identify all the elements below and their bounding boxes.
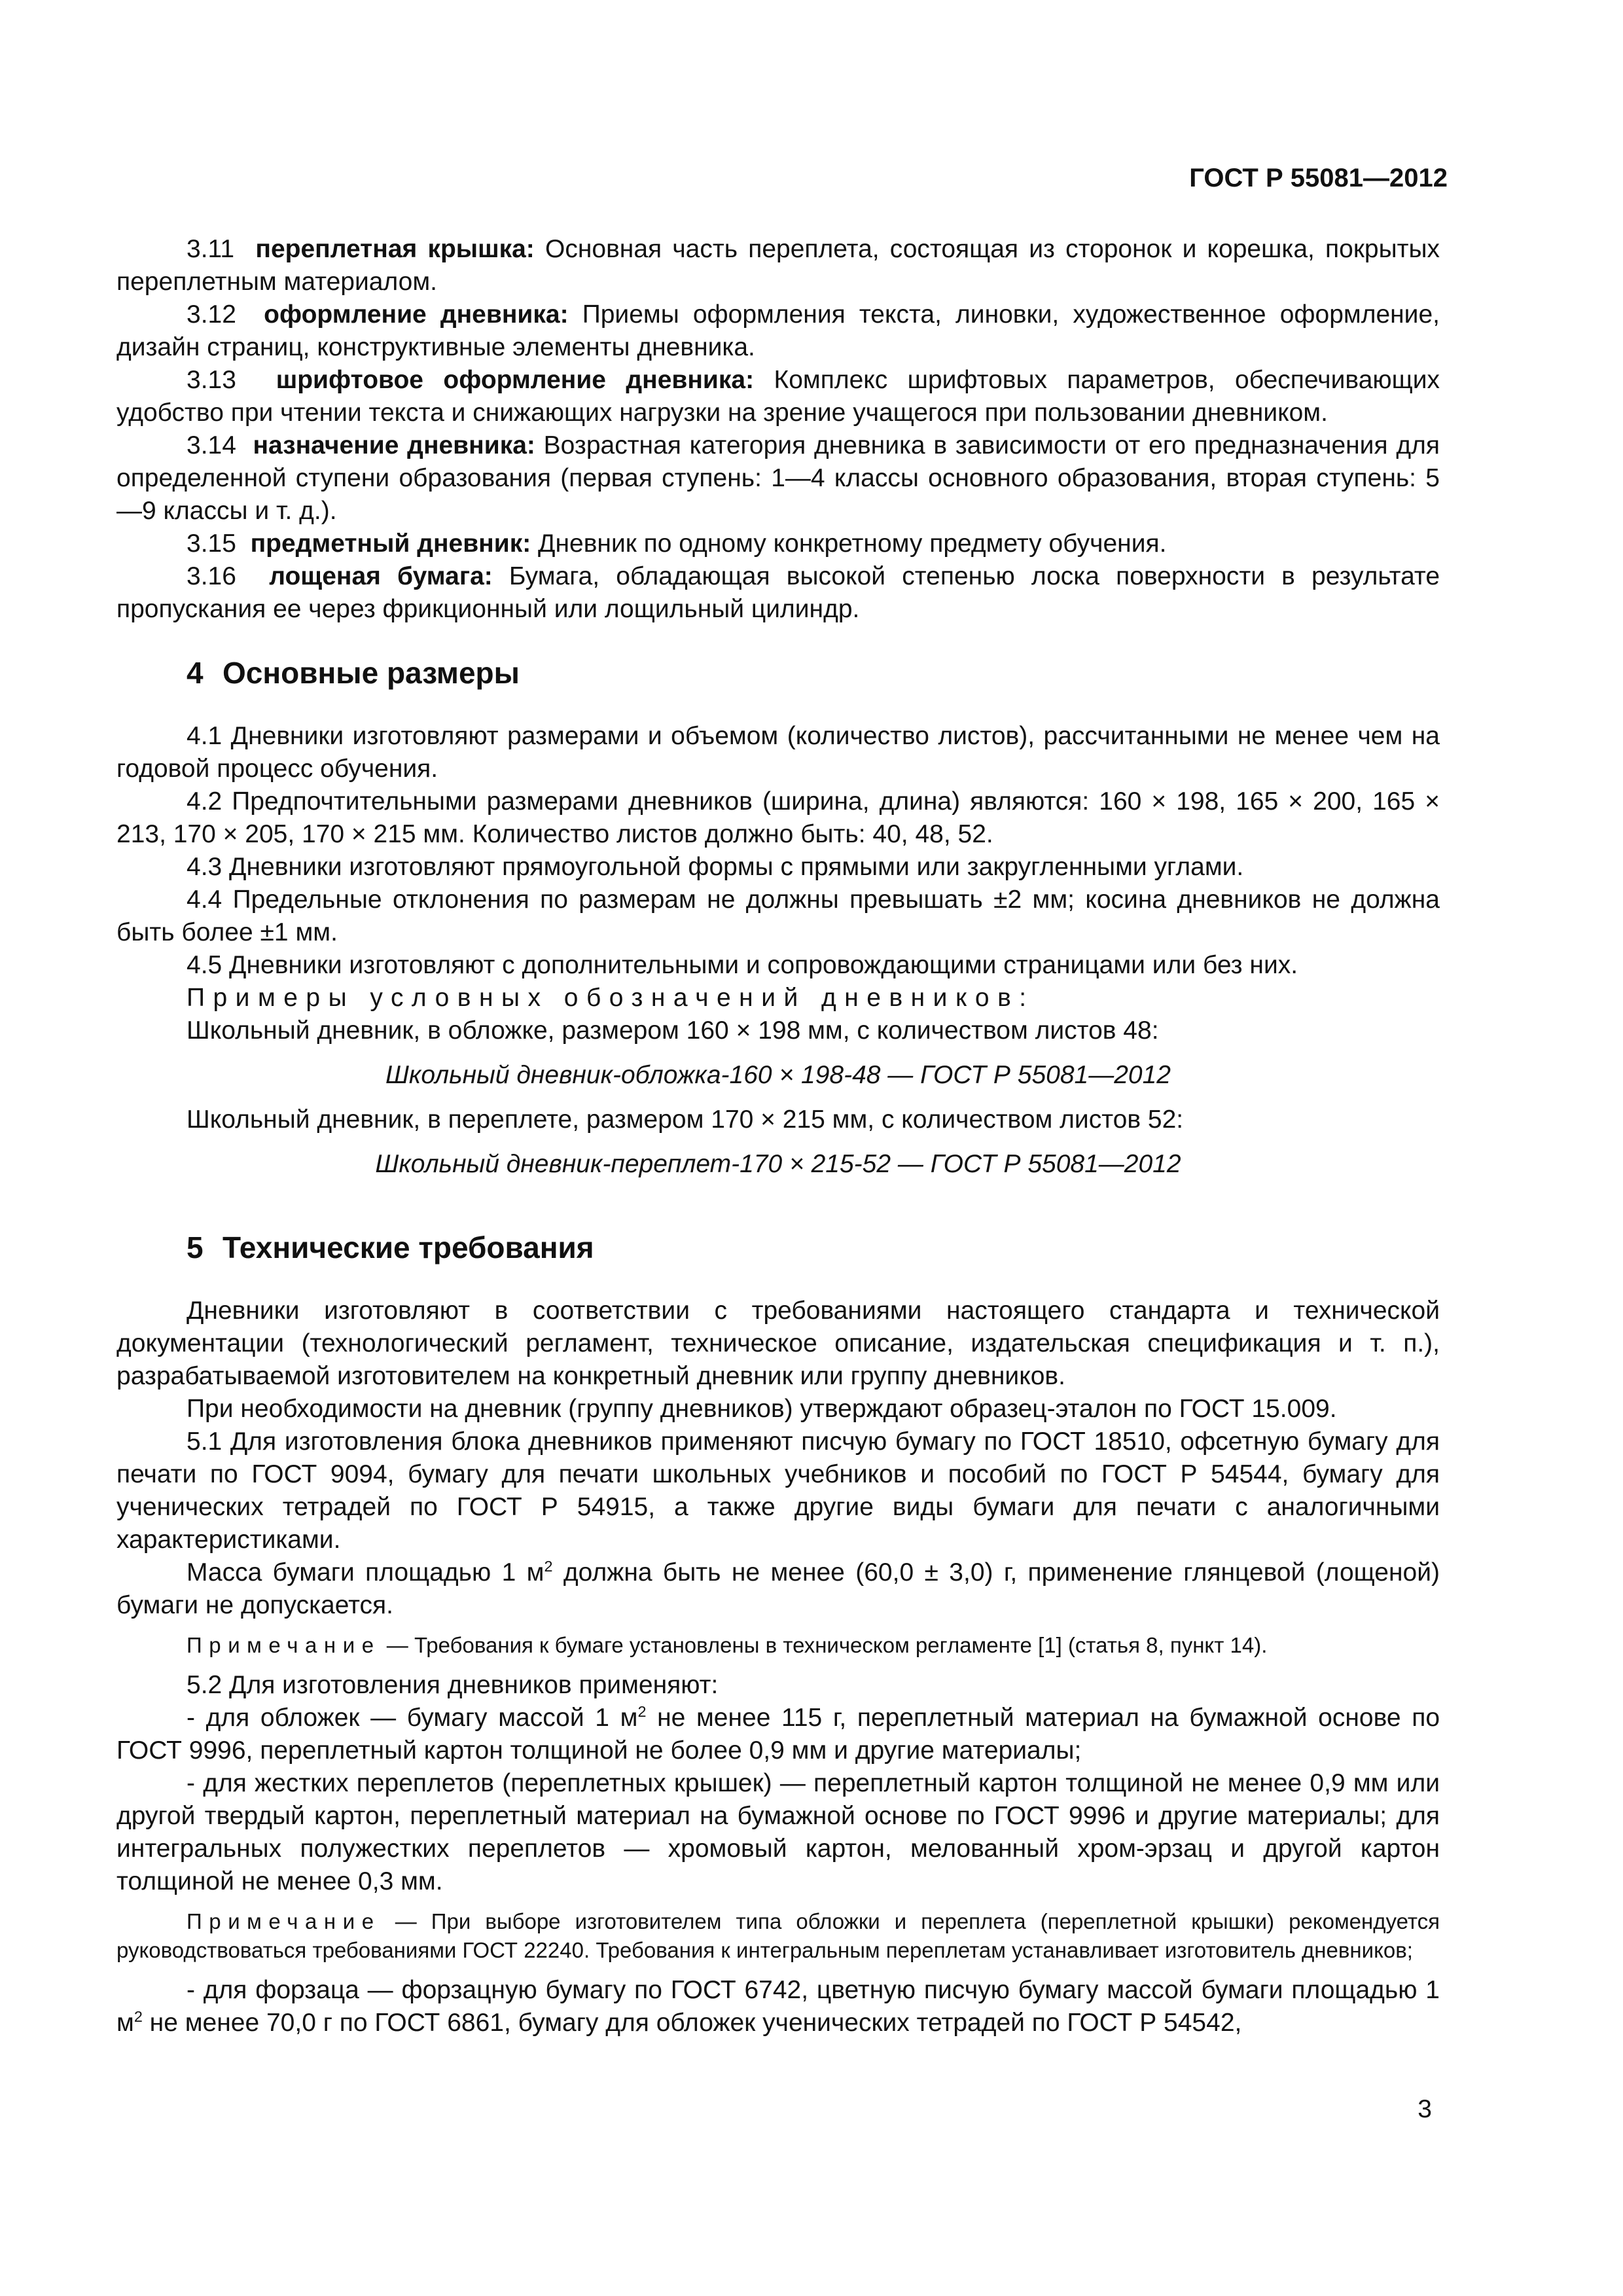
section-4-body (116, 720, 1440, 1181)
terms-block (116, 233, 1440, 626)
term-3-15: 3.15 предметный дневник: Дневник по одному конкретному предмету обучения. (187, 529, 1167, 558)
section-5-heading: 5 Технические требования (187, 1230, 594, 1265)
term-3-11: 3.11 переплетная крышка: Основная часть переплета, состоящая из сторонок и корешка, покрытых переплетным материалом. (116, 235, 1440, 296)
clause-5-2: 5.2 Для изготовления дневников применяют: (187, 1671, 719, 1699)
example-2-designation: Школьный дневник-переплет-170 × 215-52 — ГОСТ Р 55081—2012 (375, 1150, 1181, 1178)
clause-5-1: 5.1 Для изготовления блока дневников применяют писчую бумагу по ГОСТ 18510, офсетную бумагу для печати по ГОСТ 9094, бумагу для печати школьных учебников и пособий по ГОСТ Р 54544, бумагу для ученических тетрадей по ГОСТ Р 54915, а также другие виды бумаги для печати с аналогичными характеристиками. (116, 1427, 1440, 1554)
note-2: Примечание — При выборе изготовителем типа обложки и переплета (переплетной крышки) рекомендуется руководствоваться требованиями ГОСТ 22240. Требования к интегральным переплетам устанавливает изготовитель дневников; (116, 1909, 1440, 1962)
section-4-heading: 4 Основные размеры (187, 656, 520, 690)
clause-4-2: 4.2 Предпочтительными размерами дневников (ширина, длина) являются: 160 × 198, 165 × 200, 165 × 213, 170 × 205, 170 × 215 мм. Количество листов должно быть: 40, 48, 52. (116, 787, 1440, 848)
example-2-text: Школьный дневник, в переплете, размером 170 × 215 мм, с количеством листов 52: (187, 1105, 1184, 1134)
term-3-16: 3.16 лощеная бумага: Бумага, обладающая высокой степенью лоска поверхности в результате пропускания ее через фрикционный или лощильный цилиндр. (116, 562, 1440, 623)
section-5-body (116, 1295, 1440, 2039)
endpaper-materials: - для форзаца — форзацную бумагу по ГОСТ 6742, цветную писчую бумагу массой бумаги площадью 1 $м^2$ не менее 70,0 г по ГОСТ 6861, бумагу для обложек ученических тетрадей по ГОСТ Р 54542, (116, 1976, 1440, 2037)
term-3-13: 3.13 шрифтовое оформление дневника: Комплекс шрифтовых параметров, обеспечивающих удобство при чтении текста и снижающих нагрузки на зрение учащегося при пользовании дневником. (116, 366, 1440, 427)
clause-4-4: 4.4 Предельные отклонения по размерам не должны превышать ±2 мм; косина дневников не должна быть более ±1 мм. (116, 886, 1440, 946)
clause-4-5: 4.5 Дневники изготовляют с дополнительными и сопровождающими страницами или без них. (187, 951, 1298, 979)
term-3-12: 3.12 оформление дневника: Приемы оформления текста, линовки, художественное оформление, дизайн страниц, конструктивные элементы дневника. (116, 300, 1440, 361)
clause-4-3: 4.3 Дневники изготовляют прямоугольной формы с прямыми или закругленными углами. (187, 853, 1244, 881)
example-1-text: Школьный дневник, в обложке, размером 160 × 198 мм, с количеством листов 48: (187, 1016, 1159, 1045)
paper-mass-text: Масса бумаги площадью 1 $м^2$ должна быть не менее (60,0 ± 3,0) г, применение глянцевой (лощеной) бумаги не допускается. (116, 1558, 1440, 1619)
note-1: Примечание — Требования к бумаге установлены в техническом регламенте [1] (статья 8, пункт 14). (187, 1633, 1268, 1657)
examples-label: Примеры условных обозначений дневников: (187, 984, 1035, 1012)
example-1-designation: Школьный дневник-обложка-160 × 198-48 — ГОСТ Р 55081—2012 (385, 1061, 1171, 1089)
page-number: 3 (1418, 2095, 1432, 2123)
section-5 (116, 1229, 1440, 1266)
section-4 (116, 655, 1440, 691)
sample-standard-text: При необходимости на дневник (группу дневников) утверждают образец-эталон по ГОСТ 15.009. (187, 1395, 1337, 1423)
standard-header: ГОСТ Р 55081—2012 (1189, 164, 1448, 192)
section-5-intro: Дневники изготовляют в соответствии с требованиями настоящего стандарта и технической документации (технологический регламент, техническое описание, издательская спецификация и т. п.), разрабатываемой изготовителем на конкретный дневник или группу дневников. (116, 1297, 1440, 1390)
clause-4-1: 4.1 Дневники изготовляют размерами и объемом (количество листов), рассчитанными не менее чем на годовой процесс обучения. (116, 722, 1440, 783)
term-3-14: 3.14 назначение дневника: Возрастная категория дневника в зависимости от его предназначения для определенной ступени образования (первая ступень: 1—4 классы основного образования, вторая ступень: 5—9 классы и т. д.). (116, 431, 1440, 525)
covers-materials: - для обложек — бумагу массой 1 $м^2$ не менее 115 г, переплетный материал на бумажной основе по ГОСТ 9996, переплетный картон толщиной не более 0,9 мм и другие материалы; (116, 1703, 1440, 1765)
hard-binding-materials: - для жестких переплетов (переплетных крышек) — переплетный картон толщиной не менее 0,9 мм или другой твердый картон, переплетный материал на бумажной основе по ГОСТ 9996 и другие материалы; для интегральных полужестких переплетов — хромовый картон, мелованный хром-эрзац и другой картон толщиной не менее 0,3 мм. (116, 1769, 1440, 1895)
